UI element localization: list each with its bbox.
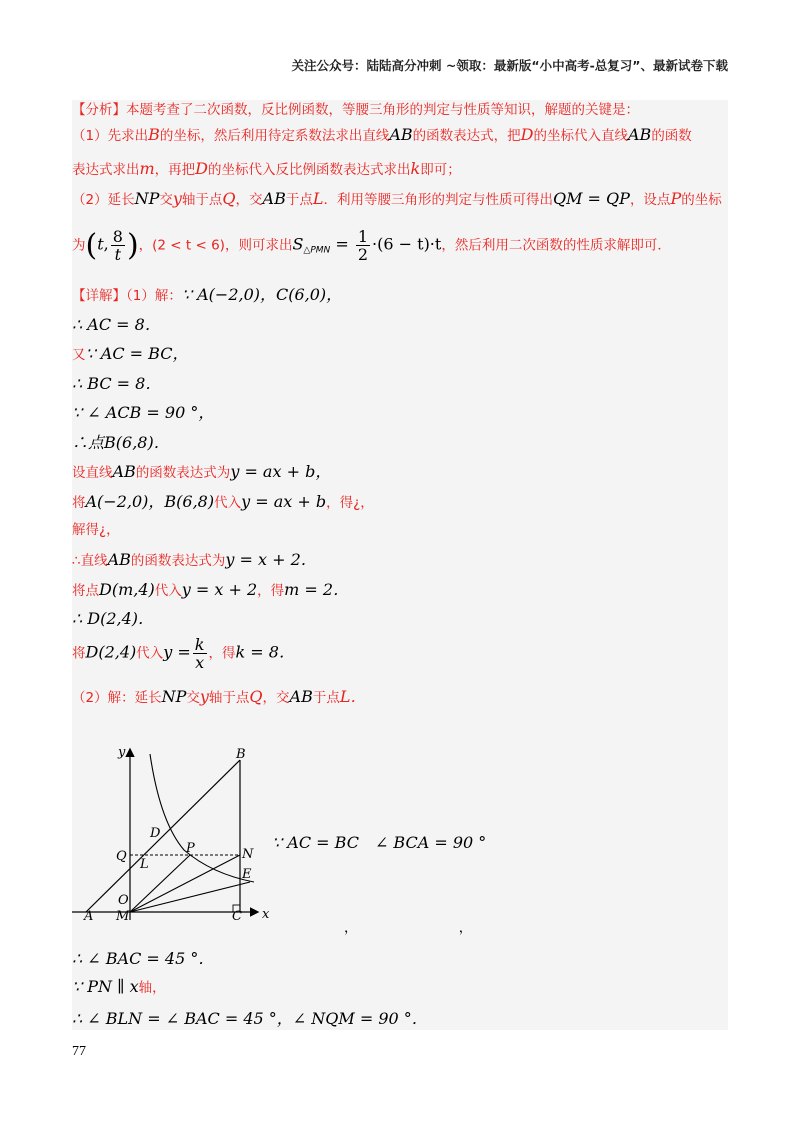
math: m = 2． (284, 580, 350, 599)
text: 代入 (136, 645, 164, 662)
math: k = 8． (235, 642, 295, 662)
detail-line-4 (72, 371, 161, 394)
math: ∵ PN ∥ x (72, 977, 139, 996)
math: ∵ A(−2,0)，C(6,0)， (181, 285, 343, 304)
text: ∴直线 (72, 553, 108, 569)
label-m: M (116, 909, 130, 922)
fraction (356, 228, 370, 263)
math: AB (289, 687, 313, 706)
detail-line-9 (72, 518, 120, 538)
math: S (292, 234, 304, 254)
math: A(−2,0)，B(6,8) (85, 492, 215, 511)
math: QM = QP (552, 189, 630, 208)
math: t (97, 234, 104, 254)
commas (344, 916, 472, 936)
page-header: 关注公众号：陆陆高分冲刺 ~领取：最新版“小中高考-总复习”、最新试卷下载 (291, 58, 728, 73)
label-a: A (84, 909, 94, 922)
math: , (103, 234, 109, 254)
math: y = ax + b (241, 492, 327, 511)
coordinate-diagram (72, 742, 272, 922)
text: 将 (72, 645, 86, 662)
text: ，(2 < t < 6)，则可求出 (138, 237, 293, 254)
text: 于点 (312, 690, 340, 706)
fraction (193, 636, 207, 671)
text: ，交 (262, 690, 290, 706)
detail-line-1 (72, 282, 342, 305)
math: D(2,4) (85, 642, 137, 662)
math: AB (112, 462, 136, 481)
analysis-line-3 (72, 158, 461, 178)
math: AB (107, 550, 131, 569)
text: y (199, 687, 209, 706)
text: ．利用等腰三角形的判定与性质可得出 (323, 192, 553, 208)
text: 的坐标 (681, 192, 722, 208)
text: L (312, 189, 324, 208)
math: x (195, 653, 205, 672)
label-l: L (140, 857, 149, 872)
text: 设直线 (72, 465, 113, 481)
text: Q (249, 687, 263, 706)
detail-line-8 (72, 489, 374, 512)
detail-line-11 (72, 577, 349, 600)
label-y: y (118, 745, 126, 760)
label-c: C (232, 909, 242, 922)
math: ∴ AC = 8． (72, 315, 161, 334)
text: 交 (159, 192, 173, 208)
text: y (172, 189, 182, 208)
detail-line-12 (72, 606, 154, 629)
math: ∵ ∠ ACB = 90 °， (72, 403, 215, 422)
segment-mp (130, 855, 190, 912)
math: y = x + 2 (181, 580, 258, 599)
math: 1 (357, 227, 369, 246)
text: 又 (72, 347, 86, 363)
page-number: 77 (72, 1044, 86, 1059)
math: ) (126, 228, 139, 263)
text: ，得 (208, 645, 236, 662)
analysis-line-2 (72, 124, 692, 144)
detail-line-17 (72, 1006, 428, 1029)
analysis-line-1 (72, 98, 639, 118)
math: B(6,8)． (104, 433, 170, 452)
math: t (114, 245, 122, 264)
text: 轴于点 (208, 690, 250, 706)
math: ∵ AC = BC， (85, 344, 189, 363)
text: k (410, 159, 421, 178)
text: ，得 (257, 583, 285, 599)
detail-line-14 (72, 684, 366, 707)
hyperbola-curve (150, 754, 254, 882)
label-e: E (242, 867, 252, 882)
math: y = x + 2． (225, 550, 317, 569)
math: ·(6 − t)·t (372, 234, 442, 254)
text: （2）延长 (72, 192, 135, 208)
text: ，交 (235, 192, 263, 208)
fraction (111, 228, 125, 263)
since-statement (272, 830, 486, 853)
text: B (148, 125, 160, 144)
text: 轴， (138, 980, 166, 996)
analysis-line-5 (72, 228, 671, 263)
text: 将点 (72, 583, 99, 599)
label-n: N (242, 847, 254, 862)
math: = (330, 234, 354, 254)
math: △PMN (303, 245, 331, 256)
detail-line-16 (72, 976, 166, 996)
math: 8 (112, 227, 123, 246)
text: 的坐标，然后利用待定系数法求出直线 (159, 128, 390, 144)
geometry-figure (72, 742, 272, 926)
detail-line-13 (72, 636, 295, 671)
text: 的函数 (651, 128, 692, 144)
math: k (194, 635, 205, 654)
label-o: O (118, 893, 129, 908)
segment-me (130, 882, 250, 912)
math: ∴点 (72, 433, 105, 452)
text: 代入 (154, 583, 182, 599)
text: 轴于点 (181, 192, 223, 208)
math: ∵ AC = BC ∠ BCA = 90 ° (272, 833, 487, 852)
line-ab (86, 760, 240, 912)
detail-line-5 (72, 400, 214, 423)
analysis-line-4 (72, 188, 722, 208)
text: 即可； (420, 162, 461, 178)
text: 表达式求出 (72, 162, 140, 178)
text: ， ， (344, 920, 473, 936)
detail-line-15 (72, 946, 214, 969)
math: NP (134, 189, 160, 208)
math: y = (163, 642, 191, 662)
math: AB (262, 189, 286, 208)
text: D (195, 159, 208, 178)
math: D(m,4) (99, 580, 155, 599)
math: AB (389, 125, 413, 144)
text: ，然后利用二次函数的性质求解即可． (441, 237, 671, 254)
math: ∴ ∠ BLN = ∠ BAC = 45 °，∠ NQM = 90 °． (72, 1009, 428, 1028)
label-p: P (186, 841, 195, 856)
text: Q (222, 189, 236, 208)
text: 将 (72, 495, 86, 511)
text: 解得¿， (72, 522, 120, 538)
detail-line-6 (72, 430, 170, 453)
text: ，再把 (154, 162, 196, 178)
math: 2 (357, 245, 369, 264)
text: 的函数表达式为 (130, 553, 226, 569)
text: 于点 (285, 192, 313, 208)
math: AB (628, 125, 652, 144)
text: ，得¿， (326, 495, 374, 511)
text: m (139, 159, 155, 178)
text: （2）解：延长 (72, 690, 162, 706)
label-q: Q (116, 849, 127, 864)
math: NP (161, 687, 187, 706)
label-d: D (150, 826, 161, 841)
text: 代入 (214, 495, 242, 511)
label-b: B (236, 747, 246, 762)
text: P (670, 189, 682, 208)
text: D (520, 125, 534, 144)
text: 的坐标代入直线 (533, 128, 628, 144)
text: ，设点 (629, 192, 671, 208)
text: （1）先求出 (72, 128, 149, 144)
text: L． (339, 687, 367, 706)
text: 【详解】（1）解： (72, 288, 182, 304)
label-x: x (262, 907, 270, 922)
text: 为 (72, 237, 86, 254)
text: 交 (186, 690, 200, 706)
math: y = ax + b， (230, 462, 332, 481)
detail-line-3 (72, 341, 188, 364)
detail-line-10 (72, 547, 317, 570)
detail-line-7 (72, 459, 331, 482)
text: 的函数表达式为 (135, 465, 231, 481)
math: ∴ D(2,4)． (72, 609, 155, 628)
analysis-text: 【分析】本题考查了二次函数，反比例函数，等腰三角形的判定与性质等知识，解题的关键是： (72, 102, 639, 118)
detail-line-2 (72, 312, 161, 335)
text: 的函数表达式，把 (412, 128, 521, 144)
math: ∴ ∠ BAC = 45 °． (72, 949, 215, 968)
math: ( (85, 228, 98, 263)
math: ∴ BC = 8． (72, 374, 162, 393)
text: 的坐标代入反比例函数表达式求出 (208, 162, 411, 178)
